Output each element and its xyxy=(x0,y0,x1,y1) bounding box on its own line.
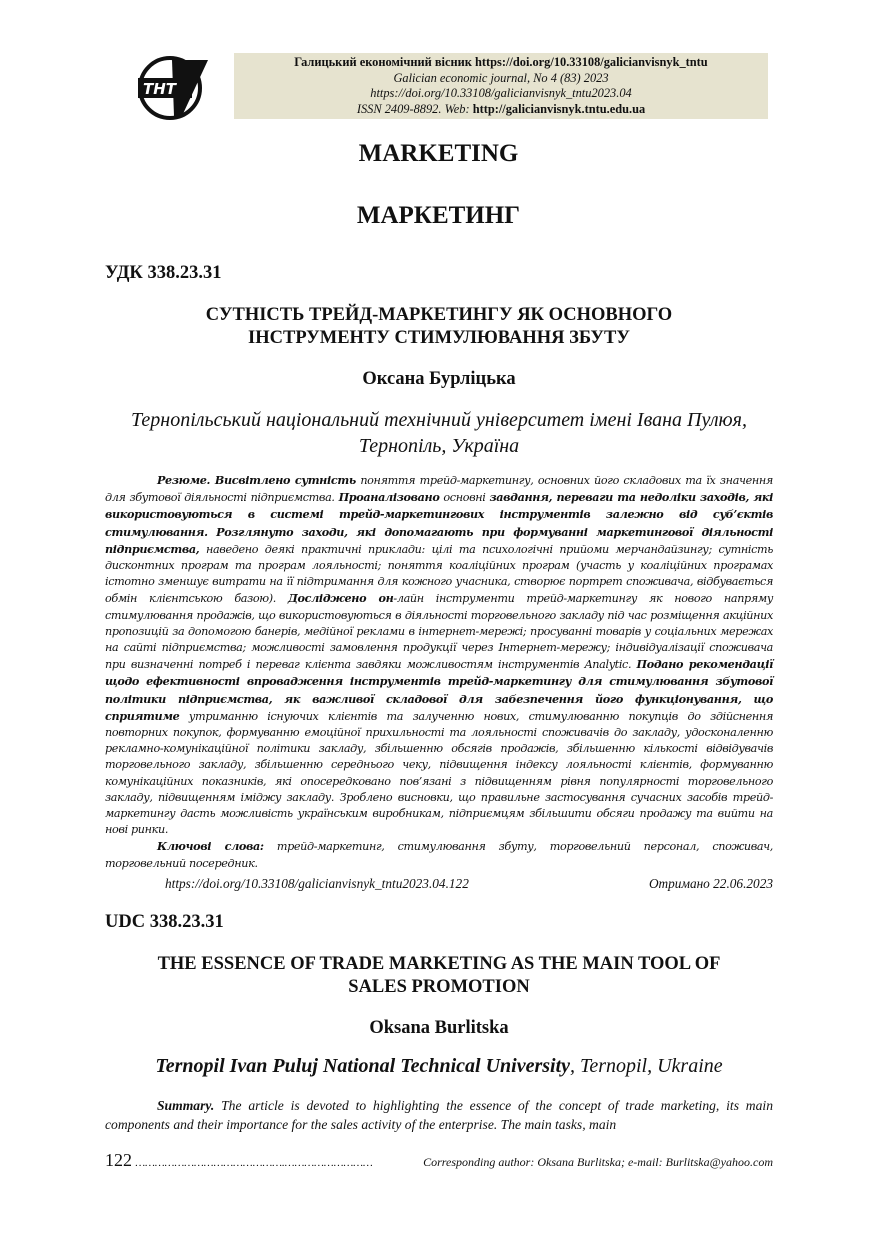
summary-text: The article is devoted to highlighting the essence of the concept of trade marketing, its main components and their importance for the sales activity of the enterprise. The main tasks, main xyxy=(105,1098,773,1132)
affil-ua-line-1: Тернопільський національний технічний університет імені Івана Пулюя, xyxy=(131,409,747,431)
affil-ua-line-2: Тернопіль, Україна xyxy=(358,435,520,457)
header-line-3: https://doi.org/10.33108/galicianvisnyk_tntu2023.04 xyxy=(370,86,632,100)
title-ua-line-2: ІНСТРУМЕНТУ СТИМУЛЮВАННЯ ЗБУТУ xyxy=(248,328,630,348)
page-number: 122 xyxy=(105,1150,132,1170)
abstract-bold-5: Подано рекомендації щодо ефективності впровадження інструментів трейд-маркетингу для стимулювання збутової політики підприємства, як важливої складової для забезпечення його функціонування, що сприятиме xyxy=(105,657,773,723)
summary-paragraph xyxy=(105,1096,773,1134)
abstract-ua xyxy=(105,472,773,872)
section-title-ua: МАРКЕТИНГ xyxy=(356,202,521,229)
received-date: Отримано 22.06.2023 xyxy=(648,876,773,891)
header-web-link[interactable]: http://galicianvisnyk.tntu.edu.ua xyxy=(472,101,646,116)
abstract-text-5: утриманню існуючих клієнтів та залученню нових, стимулюванню покупців до здійснення повторних покупок, формуванню емоційної прихильності та лояльності споживачів до закладу, удосконаленню рекламно-комунікаційної політики закладу, збільшенню обсягів продажів, збільшенню кількості відвідувачів торговельного закладу, збільшенню середнього чеку, підвищення індексу лояльності клієнтів, формуванню комунікаційних показників, які опосередковано пов’язані з підвищенням рівня популярності торговельного закладу, підвищенням іміджу закладу. Зроблено висновки, що правильне застосування сучасних засобів трейд-маркетингу дасть можливість українським виробникам, підприємцям збільшити обсяги продажу та вийти на нові ринки. xyxy=(105,709,773,837)
abstract-paragraph xyxy=(105,472,773,838)
abstract-bold-3: завдання, переваги та недоліки заходів, які використовуються в системі трейд-маркетингових інструментів залежно від суб’єктів стимулювання. Розглянуто заходи, які допомагають при формуванні маркетингової діяльності підприємства, xyxy=(105,490,773,556)
keywords-label: Ключові слова: xyxy=(157,839,264,854)
article-title-en xyxy=(105,953,773,999)
udk-ua: УДК 338.23.31 xyxy=(105,263,222,283)
abstract-label: Резюме. xyxy=(157,473,211,487)
affil-en-location: , Ternopil, Ukraine xyxy=(570,1055,723,1077)
title-en-line-2: SALES PROMOTION xyxy=(348,977,530,997)
abstract-bold-4: Досліджено он xyxy=(287,591,394,606)
article-title-ua xyxy=(105,304,773,350)
footer-dots: ……………………………………….……………………… xyxy=(135,1157,373,1169)
affil-en-university: Ternopil Ivan Puluj National Technical University xyxy=(155,1055,571,1077)
abstract-text-1: поняття трейд-маркетингу, основних його складових та їх значення для збутової діяльності підприємства. xyxy=(105,474,773,505)
title-ua-line-1: СУТНІСТЬ ТРЕЙД-МАРКЕТИНГУ ЯК ОСНОВНОГО xyxy=(205,305,673,325)
author-en: Oksana Burlitska xyxy=(369,1018,509,1038)
abstract-text-2: основні xyxy=(439,491,490,505)
journal-header xyxy=(234,53,768,119)
affiliation-en xyxy=(105,1055,773,1078)
abstract-text-3: наведено деякі практичні приклади: цілі та психологічні прийоми мерчандайзингу; сутність дисконтних програм та програм лояльності; поняття коаліційних програм (участь у коаліційних програмах істотно зменшує витрати на її підтримання для кожного учасника, створює портрет споживача, відбувається обмін клієнтською базою). xyxy=(105,542,773,606)
summary-en xyxy=(105,1096,773,1134)
keywords-text: трейд-маркетинг, стимулювання збуту, торговельний персонал, споживач, торговельний посередник. xyxy=(105,840,773,870)
title-en-line-1: THE ESSENCE OF TRADE MARKETING AS THE MAIN TOOL OF xyxy=(157,954,721,974)
abstract-text-4: -лайн інструменти трейд-маркетингу як нового напряму стимулювання продажів, що використовуються в діяльності торговельного закладу під час розміщення акційних пропозицій за допомогою банерів, медійної реклами в інтернет-мережі; просуванні товарів у соціальних мережах на сайті підприємства; можливості замовлення продукції через Інтернет-мережу; індивідуалізації споживача при визначенні потреб і переваг клієнта завдяки можливостям інструментів Analytic. xyxy=(105,592,773,672)
header-line-2: Galician economic journal, No 4 (83) 2023 xyxy=(393,70,609,85)
logo-text: ТНТ xyxy=(143,80,177,98)
section-title-en: MARKETING xyxy=(358,140,519,167)
header-issn: ISSN 2409-8892. Web: xyxy=(356,101,473,116)
tntu-logo xyxy=(134,52,210,122)
corresponding-author: Corresponding author: Oksana Burlitska; e-mail: Burlitska@yahoo.com xyxy=(423,1155,773,1169)
udc-en: UDC 338.23.31 xyxy=(105,912,224,932)
summary-label: Summary. xyxy=(157,1098,215,1113)
header-line-1: Галицький економічний вісник https://doi.org/10.33108/galicianvisnyk_tntu xyxy=(294,55,708,69)
article-doi-link[interactable]: https://doi.org/10.33108/galicianvisnyk_tntu2023.04.122 xyxy=(165,876,469,891)
author-ua: Оксана Бурліцька xyxy=(362,369,516,389)
abstract-bold-1: Висвітлено сутність xyxy=(210,473,356,487)
page-footer xyxy=(105,1150,773,1171)
keywords-paragraph xyxy=(105,838,773,871)
header-line-4 xyxy=(234,102,768,118)
affiliation-ua xyxy=(105,407,773,459)
abstract-bold-2: Проаналізовано xyxy=(338,490,440,505)
